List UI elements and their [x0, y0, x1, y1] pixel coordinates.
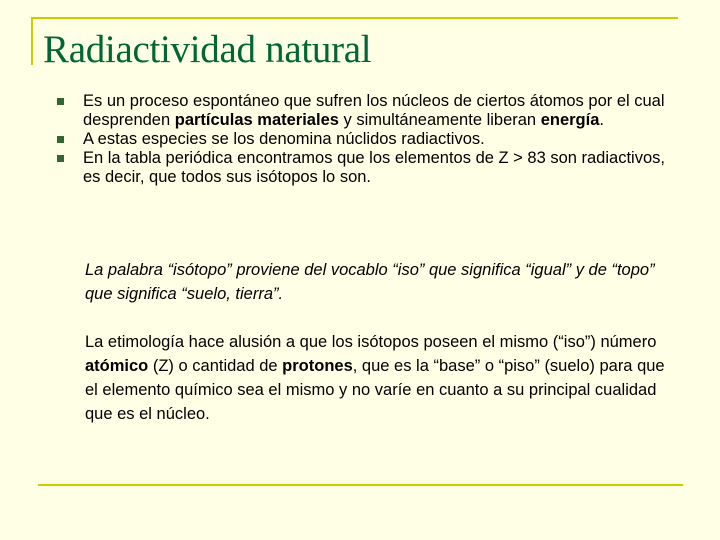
- bullet-list: [57, 92, 667, 187]
- bullet-item-proceso: [57, 92, 667, 130]
- bullet-text: .: [599, 111, 604, 129]
- frame-top-line: [31, 17, 678, 19]
- etymology-paragraph: [85, 330, 675, 426]
- frame-bottom-line: [38, 484, 683, 486]
- square-bullet-icon: [57, 136, 64, 143]
- bold-text: partículas materiales: [174, 111, 339, 129]
- slide-title: Radiactividad natural: [43, 28, 372, 71]
- bullet-item-nuclidos: [57, 130, 667, 149]
- bold-text: energía: [540, 111, 600, 129]
- paragraph-text: La etimología hace alusión a que los isótopos poseen el mismo (“iso”) número: [85, 333, 657, 351]
- square-bullet-icon: [57, 155, 64, 162]
- bullet-text: En la tabla periódica encontramos que los elementos de Z > 83 son radiactivos, es decir, que todos sus isótopos lo son.: [83, 149, 665, 186]
- bold-text: atómico: [85, 357, 149, 375]
- bullet-text: Es un proceso espontáneo que sufren los núcleos de ciertos átomos por el cual desprenden: [83, 92, 665, 129]
- isotopo-definition-paragraph: La palabra “isótopo” proviene del vocablo “iso” que significa “igual” y de “topo” que significa “suelo, tierra”.: [85, 261, 655, 303]
- bold-text: protones: [282, 357, 353, 375]
- bullet-item-tabla: [57, 149, 667, 187]
- paragraph-text: , que es la “base” o “piso” (suelo) para que el elemento químico sea el mismo y no varíe en cuanto a su principal cualidad que es el núcleo.: [85, 357, 665, 423]
- frame-left-line: [31, 17, 33, 65]
- bullet-text: y simultáneamente liberan: [338, 111, 541, 129]
- square-bullet-icon: [57, 98, 64, 105]
- bullet-text: A estas especies se los denomina núclidos radiactivos.: [83, 130, 485, 148]
- paragraph-text: (Z) o cantidad de: [148, 357, 283, 375]
